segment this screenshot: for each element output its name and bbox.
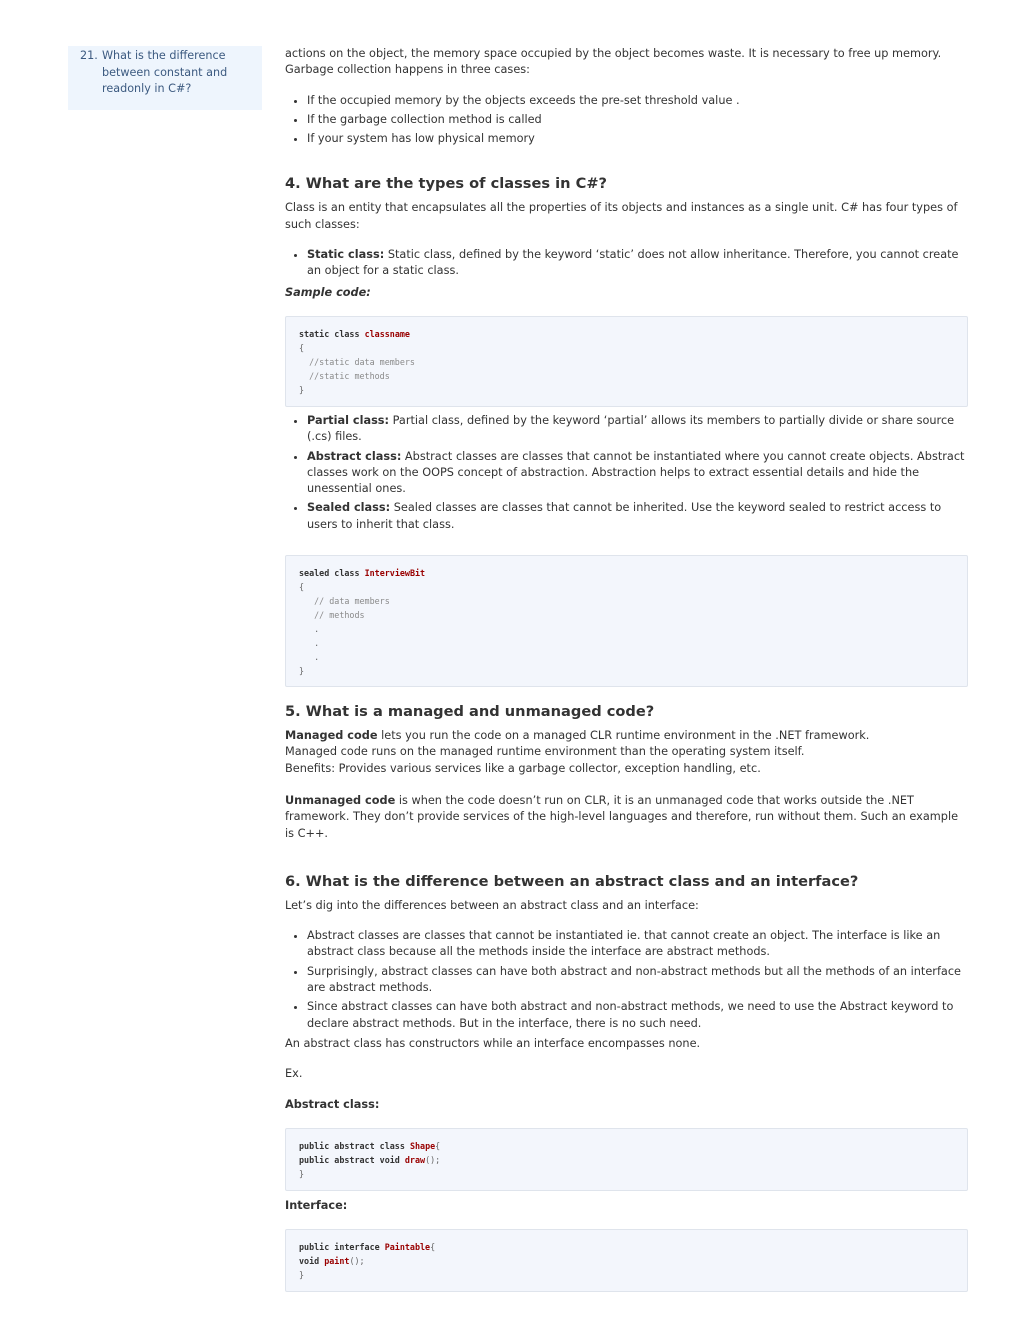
code-keyword: static class: [299, 328, 365, 339]
code-line: }: [299, 666, 305, 677]
static-class-code-block: [285, 316, 968, 407]
q6-intro: Let’s dig into the differences between an abstract class and an interface:: [285, 898, 699, 912]
interface-label: Interface:: [285, 1198, 348, 1212]
code-line: {: [299, 582, 305, 593]
code-class-name: InterviewBit: [364, 568, 426, 579]
abstract-class-text: Abstract classes are classes that cannot be instantiated where you cannot create objects. Abstract classes work on the OOPS concept of abstraction. Abstraction helps to extract essential details and hide the unessential ones.: [307, 449, 965, 496]
managed-code-line3: Benefits: Provides various services like a garbage collector, exception handling, etc.: [285, 761, 761, 775]
sample-code-label: Sample code:: [285, 285, 371, 299]
code-comment: // methods: [299, 610, 365, 621]
code-line: {: [299, 342, 305, 353]
code-keyword: public abstract void: [299, 1154, 405, 1165]
code-line: .: [299, 652, 320, 663]
sealed-class-term: Sealed class:: [307, 501, 391, 515]
code-comment: //static methods: [299, 370, 390, 381]
code-keyword: void: [299, 1256, 325, 1267]
list-item: • If your system has low physical memory: [307, 131, 968, 147]
code-punct: ();: [349, 1256, 365, 1267]
article-content: [285, 46, 968, 1292]
q4-class-types-list: [285, 413, 968, 533]
code-line: .: [299, 638, 320, 649]
list-item: • If the garbage collection method is called: [307, 112, 968, 128]
static-class-text: Static class, defined by the keyword ‘static’ does not allow inheritance. Therefore, you cannot create an object for a static class.: [307, 248, 959, 278]
managed-code-line2: Managed code runs on the managed runtime environment than the operating system itself.: [285, 745, 805, 759]
list-item: • Since abstract classes can have both abstract and non-abstract methods, we need to use the Abstract keyword to declare abstract methods. But in the interface, there is no such need.: [307, 999, 968, 1032]
q4-heading: 4. What are the types of classes in C#?: [285, 175, 608, 193]
abstract-class-term: Abstract class:: [307, 449, 402, 463]
code-line: }: [299, 1270, 305, 1281]
constructors-paragraph: An abstract class has constructors while an interface encompasses none.: [285, 1036, 701, 1050]
toc-sidebar: [68, 46, 262, 110]
q4-static-list: [285, 247, 968, 280]
code-punct: {: [430, 1242, 436, 1253]
example-label: Ex.: [285, 1067, 303, 1081]
code-keyword: sealed class: [299, 568, 365, 579]
unmanaged-code-text: is when the code doesn’t run on CLR, it is an unmanaged code that works outside the .NET framework. They don’t provide services of the high-level languages and therefore, run without them. Such an example is C++.: [285, 793, 959, 840]
partial-class-text: Partial class, defined by the keyword ‘partial’ allows its members to partially divide or share source (.cs) files.: [307, 413, 955, 444]
list-item: • Abstract classes are classes that cannot be instantiated ie. that cannot create an object. The interface is like an abstract class because all the methods inside the interface are abstract methods.: [307, 928, 968, 961]
static-class-term: Static class:: [307, 248, 385, 262]
q6-heading: 6. What is the difference between an abstract class and an interface?: [285, 872, 859, 890]
code-class-name: Shape: [409, 1140, 436, 1151]
managed-code-paragraph: [285, 728, 968, 777]
code-keyword: public abstract class: [299, 1140, 410, 1151]
code-comment: //static data members: [299, 356, 415, 367]
partial-class-term: Partial class:: [307, 413, 390, 427]
sealed-class-code-block: [285, 555, 968, 687]
q6-differences-list: [285, 928, 968, 1032]
q4-intro: Class is an entity that encapsulates all the properties of its objects and instances as a single unit. C# has four types of such classes:: [285, 201, 958, 231]
interface-code-block: [285, 1229, 968, 1292]
toc-item-number: 21.: [80, 49, 98, 62]
unmanaged-code-paragraph: [285, 793, 968, 842]
code-method-name: paint: [324, 1256, 350, 1267]
code-method-name: draw: [404, 1154, 426, 1165]
list-item: [307, 500, 968, 533]
q5-heading: 5. What is a managed and unmanaged code?: [285, 703, 655, 721]
gc-cases-list: [285, 93, 968, 148]
managed-code-text: lets you run the code on a managed CLR runtime environment in the .NET framework.: [377, 729, 870, 743]
toc-item-21[interactable]: [80, 48, 252, 98]
gc-intro-paragraph: actions on the object, the memory space occupied by the object becomes waste. It is necessary to free up memory. Garbage collection happens in three cases:: [285, 47, 942, 77]
list-item: [307, 413, 968, 446]
list-item: • If the occupied memory by the objects exceeds the pre-set threshold value .: [307, 93, 968, 109]
code-punct: ();: [425, 1154, 441, 1165]
sealed-class-text: Sealed classes are classes that cannot be inherited. Use the keyword sealed to restrict access to users to inherit that class.: [307, 501, 942, 531]
code-line: }: [299, 384, 305, 395]
code-keyword: public interface: [299, 1242, 385, 1253]
list-item: • Surprisingly, abstract classes can have both abstract and non-abstract methods but all the methods of an interface are abstract methods.: [307, 964, 968, 997]
code-class-name: Paintable: [384, 1242, 431, 1253]
managed-code-term: Managed code: [285, 729, 378, 743]
list-item: [307, 247, 968, 280]
code-line: .: [299, 624, 320, 635]
unmanaged-code-term: Unmanaged code: [285, 793, 396, 807]
toc-item-label[interactable]: What is the difference between constant and readonly in C#?: [102, 49, 228, 95]
code-class-name: classname: [364, 328, 410, 339]
abstract-class-code-block: [285, 1128, 968, 1191]
code-line: }: [299, 1168, 305, 1179]
list-item: [307, 449, 968, 498]
abstract-class-label: Abstract class:: [285, 1097, 380, 1111]
code-comment: // data members: [299, 596, 390, 607]
code-punct: {: [435, 1140, 441, 1151]
